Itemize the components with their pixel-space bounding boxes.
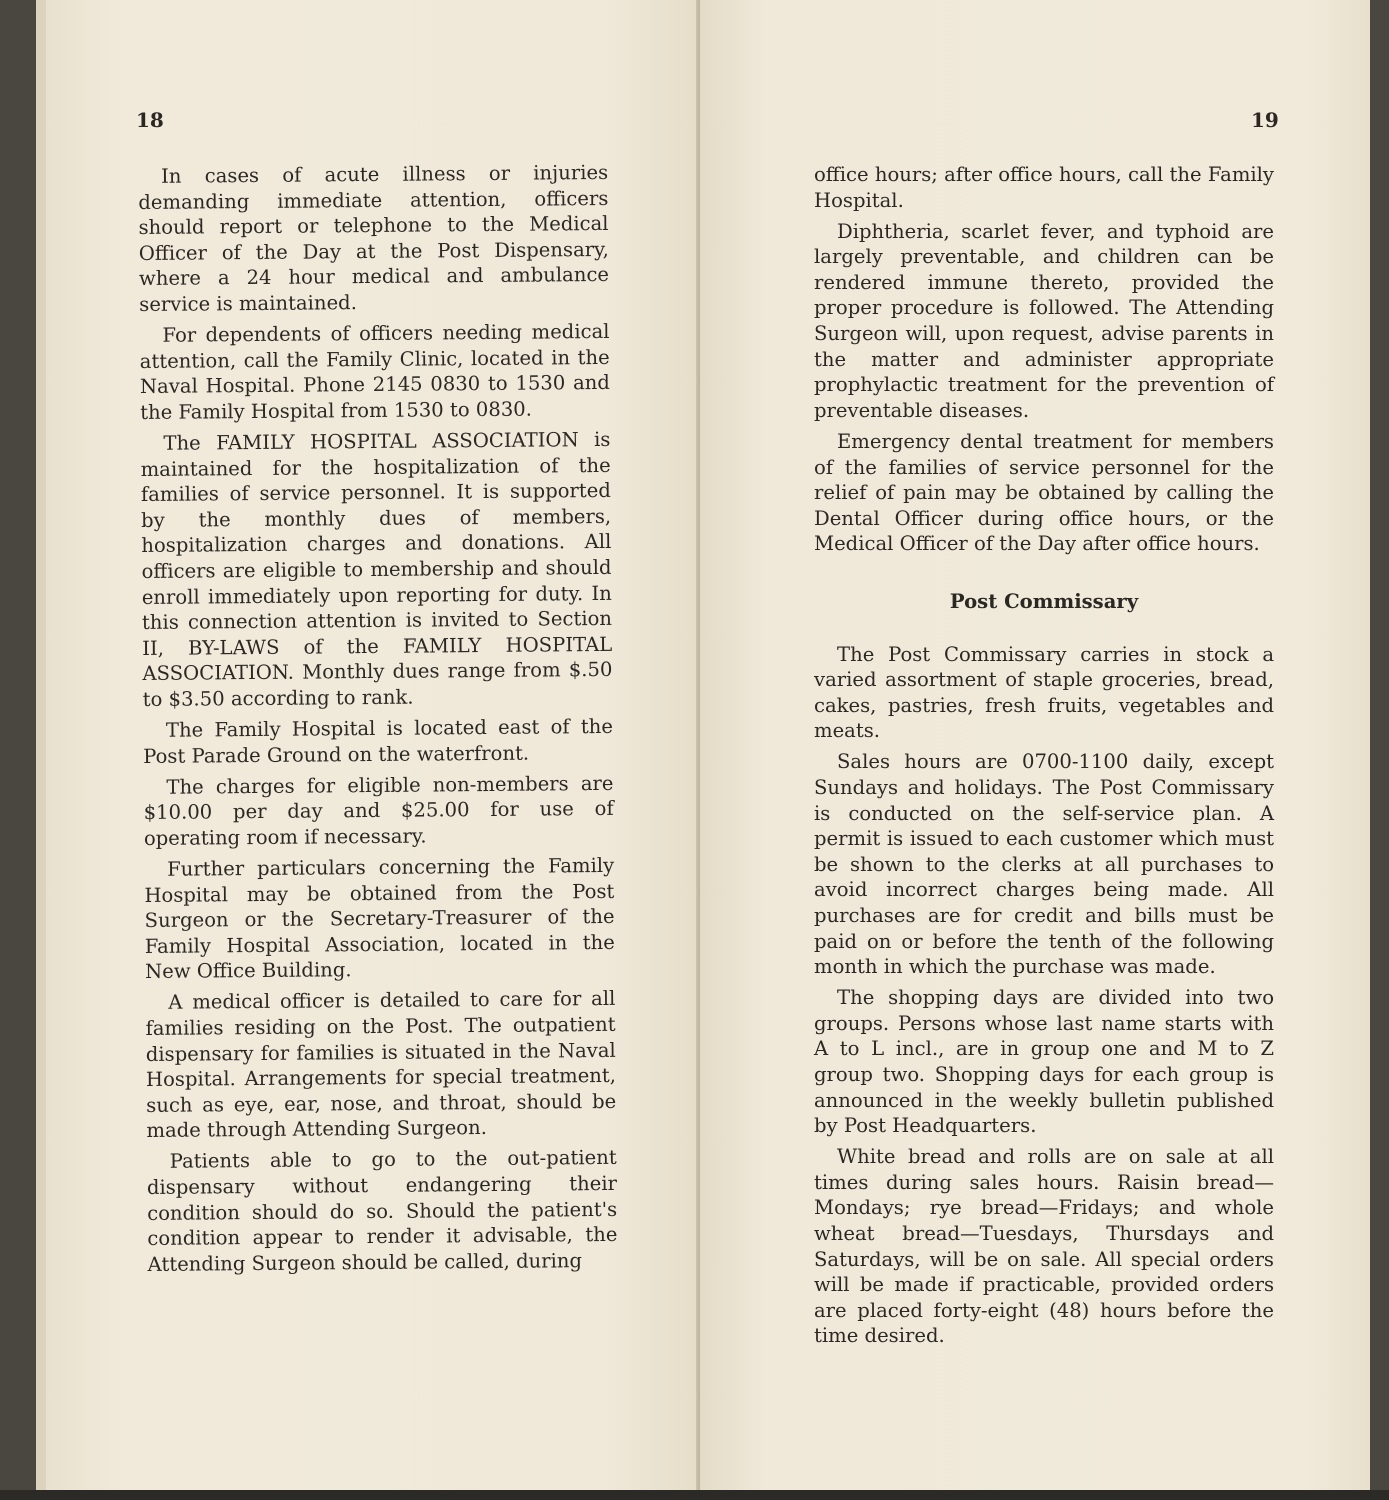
paragraph: Diphtheria, scarlet fever, and typhoid are largely preventable, and children can be rendered immune thereto, provided the proper procedure is followed. The Attending Surgeon will, upon request, advise parents in the matter and administer appropriate prophylactic treatment for the prevention of preventable diseases. [814, 219, 1274, 422]
paragraph: Patients able to go to the out-patient dispensary without endangering their condition should do so. Should the patient's condition appear to render it advisable, the Attending Surgeon should be called, during [146, 1146, 618, 1276]
bottom-edge [0, 1490, 1389, 1500]
paragraph: Emergency dental treatment for members of the families of service personnel for the relief of pain may be obtained by calling the Dental Officer during office hours, or the Medical Officer of the Day after office hours. [814, 429, 1274, 556]
right-page [700, 0, 1370, 1490]
left-page [36, 0, 700, 1490]
paragraph: For dependents of officers needing medical attention, call the Family Clinic, located in the Naval Hospital. Phone 2145 0830 to 1530 and the Family Hospital from 1530 to 0830. [139, 319, 611, 424]
paragraph: The Family Hospital is located east of the Post Parade Ground on the waterfront. [143, 714, 614, 768]
paragraph: White bread and rolls are on sale at all times during sales hours. Raisin bread—Mondays; rye bread—Fridays; and whole wheat bread—Tuesdays, Thursdays and Saturdays, will be on sale. All special orders will be made if practicable, provided orders are placed forty-eight (48) hours before the time desired. [814, 1145, 1274, 1348]
paragraph: The Post Commissary carries in stock a varied assortment of staple groceries, bread, cakes, pastries, fresh fruits, vegetables and meats. [814, 642, 1274, 743]
paragraph: The charges for eligible non-members are $10.00 per day and $25.00 for use of operating room if necessary. [143, 771, 614, 850]
paragraph: The FAMILY HOSPITAL ASSOCIATION is maintained for the hospitalization of the families of service personnel. It is supported by the monthly dues of members, hospitalization charges and donations. All officers are eligible to membership and should enroll immediately upon reporting for duty. In this connection attention is invited to Section II, BY-LAWS of the FAMILY HOSPITAL ASSOCIATION. Monthly dues range from $.50 to $3.50 according to rank. [140, 427, 613, 711]
section-heading: Post Commissary [949, 589, 1139, 613]
left-page-text [138, 160, 618, 1283]
paragraph: Further particulars concerning the Family Hospital may be obtained from the Post Surgeon or the Secretary-Treasurer of the Family Hospital Association, located in the New Office Building. [144, 853, 615, 984]
page-number: 18 [136, 108, 164, 132]
right-page-text [814, 162, 1274, 1355]
paragraph: In cases of acute illness or injuries demanding immediate attention, officers should report or telephone to the Medical Officer of the Day at the Post Dispensary, where a 24 hour medical and ambulance service is maintained. [138, 160, 610, 316]
page-number: 19 [1251, 108, 1279, 132]
continued-paragraph: office hours; after office hours, call the Family Hospital. [814, 163, 1274, 212]
paragraph: A medical officer is detailed to care for all families residing on the Post. The outpatient dispensary for families is situated in the Naval Hospital. Arrangements for special treatment, such as eye, ear, nose, and throat, should be made through Attending Surgeon. [145, 987, 617, 1143]
paragraph: The shopping days are divided into two groups. Persons whose last name starts with A to L incl., are in group one and M to Z group two. Shopping days for each group is announced in the weekly bulletin published by Post Headquarters. [814, 986, 1274, 1138]
paragraph: Sales hours are 0700-1100 daily, except Sundays and holidays. The Post Commissary is conducted on the self-service plan. A permit is issued to each customer which must be shown to the clerks at all purchases to avoid incorrect charges being made. All purchases are for credit and bills must be paid on or before the tenth of the following month in which the purchase was made. [814, 750, 1274, 979]
